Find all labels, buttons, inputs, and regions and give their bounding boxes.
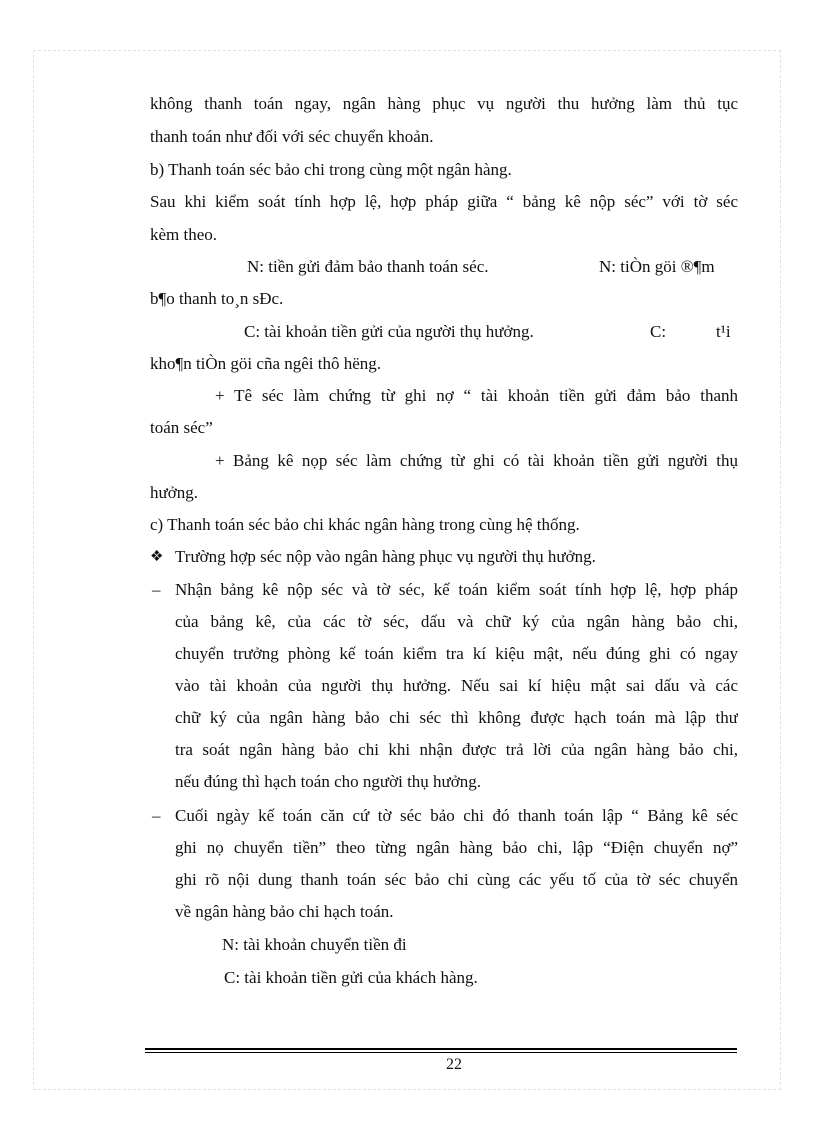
text-line: kèm theo. <box>150 225 218 244</box>
dash-bullet-icon: – <box>152 806 161 825</box>
text-line: + Tê séc làm chứng từ ghi nợ “ tài khoản tiền gửi đảm bảo thanh <box>215 386 738 405</box>
text-line: ghi rõ nội dung thanh toán séc bảo chi cùng các yếu tố của tờ séc chuyển <box>175 870 738 889</box>
debit-entry: N: tiền gửi đảm bảo thanh toán séc. <box>247 257 489 276</box>
text-line: b) Thanh toán séc bảo chi trong cùng một ngân hàng. <box>150 160 512 179</box>
dash-bullet-icon: – <box>152 580 161 599</box>
text-line: toán séc” <box>150 418 213 437</box>
credit-entry: C: tài khoản tiền gửi của khách hàng. <box>224 968 478 987</box>
garbled-text: N: tiÒn göi ®¶m <box>599 257 715 276</box>
text-line: Cuối ngày kế toán căn cứ tờ séc bảo chi đó thanh toán lập “ Bảng kê séc <box>175 806 738 825</box>
garbled-text: b¶o thanh to¸n sÐc. <box>150 289 284 308</box>
text-line: tra soát ngân hàng bảo chi khi nhận được trả lời của ngân hàng bảo chi, <box>175 740 738 759</box>
footer-rule <box>145 1048 737 1050</box>
text-line: + Bảng kê nọp séc làm chứng từ ghi có tài khoản tiền gửi người thụ <box>215 451 738 470</box>
heading-c: c) Thanh toán séc bảo chi khác ngân hàng trong cùng hệ thống. <box>150 515 580 534</box>
debit-entry: N: tài khoản chuyển tiền đi <box>222 935 407 954</box>
text-line: vào tài khoản của người thụ hưởng. Nếu sai kí hiệu mật sai dấu và các <box>175 676 738 695</box>
diamond-bullet-icon: ❖ <box>150 549 164 565</box>
text-line: về ngân hàng bảo chi hạch toán. <box>175 902 394 921</box>
text-line: thanh toán như đối với séc chuyển khoản. <box>150 127 434 146</box>
garbled-text: C: <box>650 322 667 341</box>
page-number: 22 <box>446 1056 462 1073</box>
text-line: ghi nọ chuyển tiền” theo từng ngân hàng bảo chi, lập “Điện chuyển nợ” <box>175 838 738 857</box>
text-line: Sau khi kiểm soát tính hợp lệ, hợp pháp giữa “ bảng kê nộp séc” với tờ séc <box>150 192 738 211</box>
text-line: của bảng kê, của các tờ séc, dấu và chữ ký của ngân hàng bảo chi, <box>175 612 738 631</box>
garbled-text: kho¶n tiÒn göi cña ngêi thô hëng. <box>150 354 382 373</box>
text-line: chuyển trưởng phòng kế toán kiểm tra kí kiệu mật, nếu đúng ghi có ngay <box>175 644 738 663</box>
text-line: nếu đúng thì hạch toán cho người thụ hưởng. <box>175 772 481 791</box>
credit-entry: C: tài khoản tiền gửi của người thụ hưởng. <box>244 322 534 341</box>
text-line: Trường hợp séc nộp vào ngân hàng phục vụ người thụ hưởng. <box>175 547 596 566</box>
footer-rule <box>145 1052 737 1053</box>
text-line: không thanh toán ngay, ngân hàng phục vụ người thu hưởng làm thủ tục <box>150 94 738 113</box>
text-line: chữ ký của ngân hàng bảo chi séc thì không được hạch toán mà lập thư <box>175 708 738 727</box>
text-line: hưởng. <box>150 483 198 502</box>
text-line: Nhận bảng kê nộp séc và tờ séc, kế toán kiểm soát tính hợp lệ, hợp pháp <box>175 580 738 599</box>
garbled-text: t¹i <box>716 322 731 341</box>
